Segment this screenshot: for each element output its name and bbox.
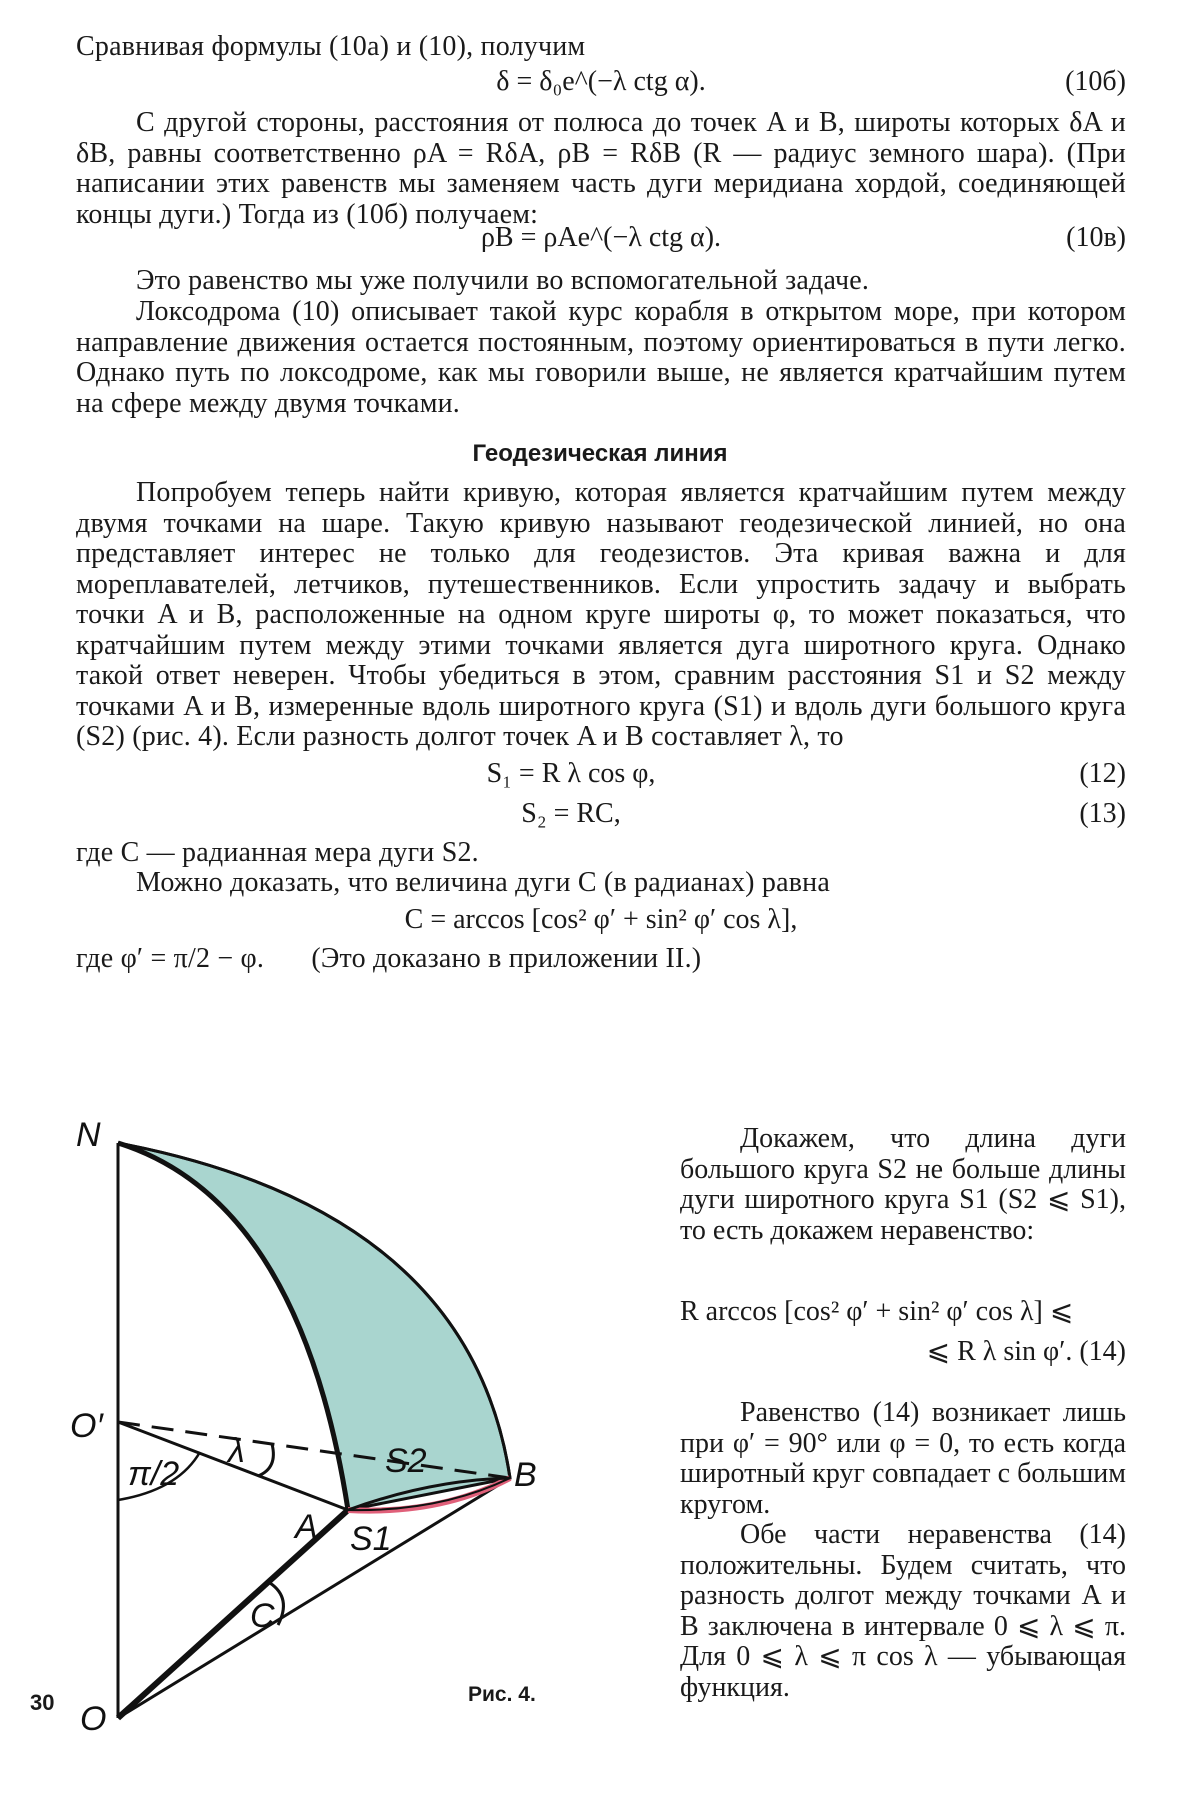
paragraph-prove-inequality: Докажем, что длина дуги большого круга S2 не больше длины дуги широтного круга S1 (S2 ⩽ S1), то есть докажем неравенство: bbox=[680, 1123, 1126, 1246]
label-A: A bbox=[295, 1508, 318, 1546]
formula-C-expression: C = arccos [cos² φ′ + sin² φ′ cos λ], bbox=[404, 904, 798, 935]
formula-13-number: (13) bbox=[1079, 798, 1126, 829]
paragraph-compare-formulas: Сравнивая формулы (10а) и (10), получим bbox=[76, 31, 586, 62]
paragraph-radian-measure: где C — радианная мера дуги S2. bbox=[76, 837, 479, 868]
section-heading: Геодезическая линия bbox=[472, 440, 728, 467]
formula-10b-number: (10б) bbox=[1065, 66, 1126, 97]
label-S1: S1 bbox=[350, 1520, 392, 1558]
label-lambda: λ bbox=[228, 1432, 245, 1470]
label-S2: S2 bbox=[385, 1442, 427, 1480]
label-pi-over-2: π/2 bbox=[128, 1455, 180, 1493]
formula-10v-expression: ρB = ρAe^(−λ ctg α). bbox=[480, 222, 722, 253]
label-N: N bbox=[76, 1116, 101, 1154]
label-O: O bbox=[80, 1700, 107, 1738]
label-O-prime: O′ bbox=[70, 1407, 103, 1445]
paragraph-equality: Это равенство мы уже получили во вспомогательной задаче. bbox=[136, 265, 870, 296]
formula-13-expression: S₂ = RC, bbox=[521, 798, 621, 829]
paragraph-loxodrome: Локсодрома (10) описывает такой курс корабля в открытом море, при котором направление движения остается постоянным, поэтому ориентироваться в пути легко. Однако путь по локсодроме, как мы говорили выше, не является кратчайшим путем на сфере между двумя точками. bbox=[76, 296, 1126, 419]
formula-12-number: (12) bbox=[1079, 758, 1126, 789]
paragraph-equality-case: Равенство (14) возникает лишь при φ′ = 90° или φ = 0, то есть когда широтный круг совпадает с большим кругом. bbox=[680, 1397, 1126, 1520]
formula-14-line1: R arccos [cos² φ′ + sin² φ′ cos λ] ⩽ bbox=[680, 1296, 1074, 1327]
phi-prime-definition: где φ′ = π/2 − φ. bbox=[76, 943, 265, 974]
label-C: C bbox=[250, 1597, 275, 1635]
paragraph-distances: С другой стороны, расстояния от полюса до точек A и B, широты которых δA и δB, равны соответственно ρA = RδA, ρB = RδB (R — радиус земного шара). (При написании этих равенств мы заменяем часть дуги меридиана хордой, соединяющей концы дуги.) Тогда из (10б) получаем: bbox=[76, 107, 1126, 230]
formula-12-expression: S₁ = R λ cos φ, bbox=[486, 758, 656, 789]
paragraph-positive-parts: Обе части неравенства (14) положительны. Будем считать, что разность долгот между точками A и B заключена в интервале 0 ⩽ λ ⩽ π. Для 0 ⩽ λ ⩽ π cos λ — убывающая функция. bbox=[680, 1519, 1126, 1703]
formula-10v-number: (10в) bbox=[1066, 222, 1126, 253]
paragraph-can-prove: Можно доказать, что величина дуги C (в радианах) равна bbox=[136, 867, 830, 898]
figure-caption: Рис. 4. bbox=[468, 1683, 536, 1706]
label-B: B bbox=[514, 1456, 537, 1494]
formula-14-line2: ⩽ R λ sin φ′. (14) bbox=[926, 1336, 1126, 1367]
page-number: 30 bbox=[30, 1690, 55, 1715]
appendix-note: (Это доказано в приложении II.) bbox=[311, 943, 702, 974]
lambda-angle-arc bbox=[258, 1444, 273, 1476]
formula-10b-expression: δ = δ₀e^(−λ ctg α). bbox=[496, 66, 706, 97]
paragraph-geodesic: Попробуем теперь найти кривую, которая является кратчайшим путем между двумя точками на шаре. Такую кривую называют геодезической линией, но она представляет интерес не только для геодезистов. Эта кривая важна и для мореплавателей, летчиков, путешественников. Если упростить задачу и выбрать точки A и B, расположенные на одном круге широты φ, то может показаться, что кратчайшим путем между этими точками является дуга широтного круга. Однако такой ответ неверен. Чтобы убедиться в этом, сравним расстояния S1 и S2 между точками A и B, измеренные вдоль широтного круга (S1) и вдоль дуги большого круга (S2) (рис. 4). Если разность долгот точек A и B составляет λ, то bbox=[76, 477, 1126, 752]
